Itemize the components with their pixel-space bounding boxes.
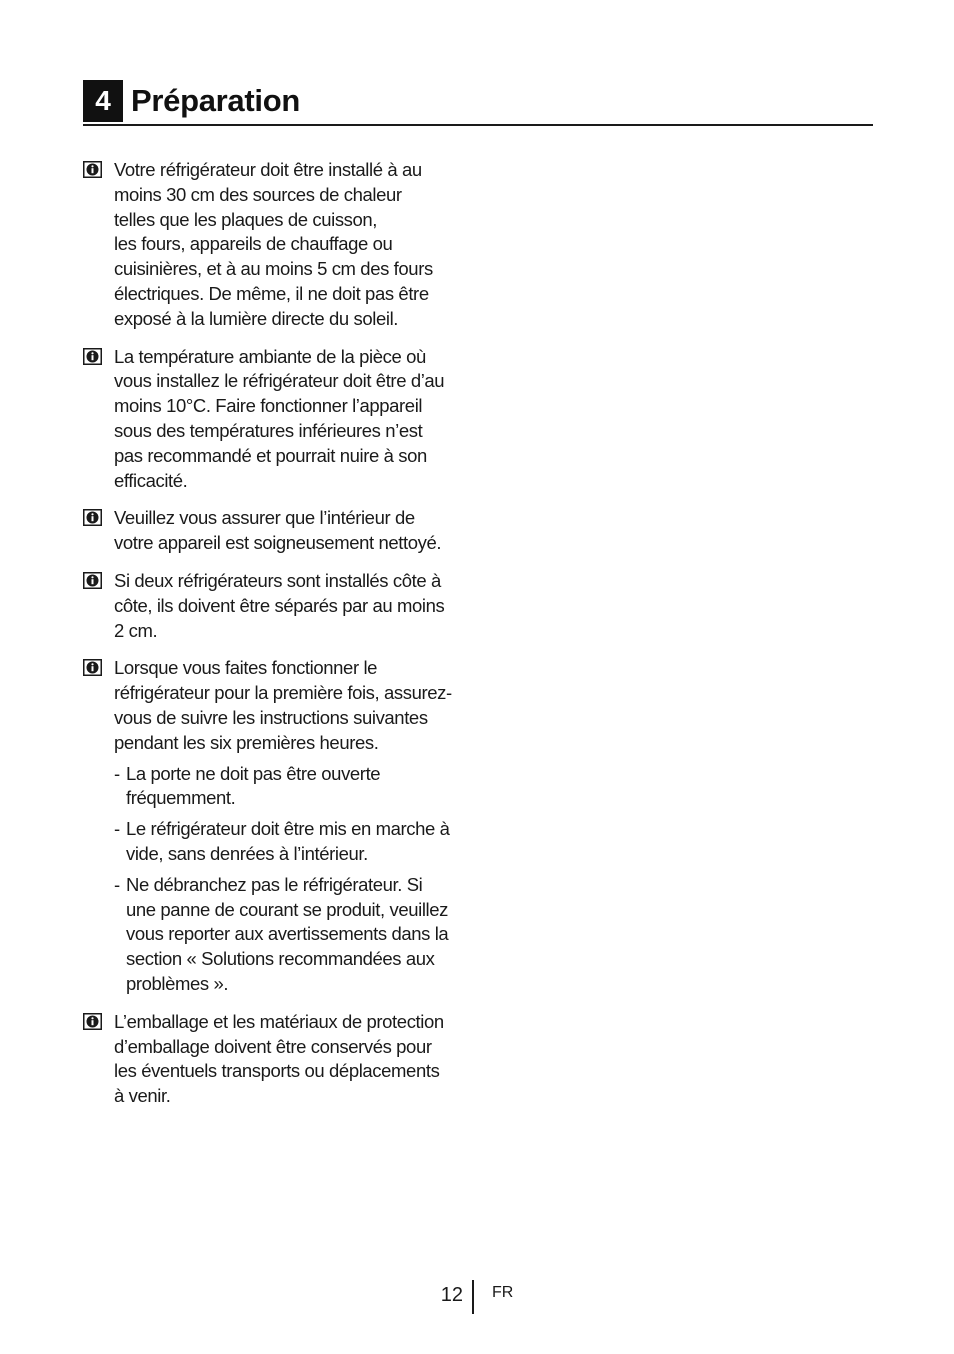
item-text: Si deux réfrigérateurs sont installés côte à côte, ils doivent être séparés par au moins 2 cm. — [114, 569, 445, 641]
sub-item-text: Ne débranchez pas le réfrigérateur. Si une panne de courant se produit, veuillez vous reporter aux avertissements dans la section « Solutions recommandées aux problèmes ». — [126, 873, 449, 994]
sub-list-item — [114, 873, 478, 997]
list-item — [83, 345, 483, 494]
page-title: Préparation — [131, 83, 300, 118]
content-column — [83, 158, 483, 1122]
dash-marker: - — [114, 818, 120, 840]
sub-list-item — [114, 762, 478, 812]
info-icon — [83, 509, 102, 526]
list-item — [83, 506, 483, 556]
sub-list — [114, 762, 483, 997]
footer-divider — [472, 1280, 474, 1314]
info-icon — [83, 348, 102, 365]
info-icon — [83, 161, 102, 178]
list-item — [83, 1010, 483, 1109]
language-code: FR — [492, 1284, 514, 1301]
list-item — [83, 656, 483, 996]
item-text: La température ambiante de la pièce où vous installez le réfrigérateur doit être d’au moins 10°C. Faire fonctionner l’appareil sous des températures inférieures n’est pas recommandé et pourrait nuire à son efficacité. — [114, 345, 445, 491]
section-header — [83, 80, 873, 126]
item-text: Lorsque vous faites fonctionner le réfrigérateur pour la première fois, assurez- vous de suivre les instructions suivantes pendant les six premières heures. — [114, 657, 452, 753]
section-number-badge: 4 — [83, 80, 123, 122]
info-icon — [83, 659, 102, 676]
info-icon — [83, 572, 102, 589]
page-number: 12 — [440, 1284, 463, 1306]
info-icon — [83, 1013, 102, 1030]
page-footer — [0, 1280, 954, 1320]
item-text: Veuillez vous assurer que l’intérieur de votre appareil est soigneusement nettoyé. — [114, 507, 442, 554]
dash-marker: - — [114, 762, 120, 784]
list-item — [83, 569, 483, 643]
item-text: Votre réfrigérateur doit être installé à au moins 30 cm des sources de chaleur telles que les plaques de cuisson, les fours, appareils de chauffage ou cuisinières, et à au moins 5 cm des fours électriques. De même, il ne doit pas être exposé à la lumière directe du soleil. — [114, 159, 433, 329]
sub-list-item — [114, 817, 478, 867]
sub-item-text: Le réfrigérateur doit être mis en marche à vide, sans denrées à l’intérieur. — [126, 818, 450, 864]
list-item — [83, 158, 483, 332]
dash-marker: - — [114, 873, 120, 895]
item-text: L’emballage et les matériaux de protection d’emballage doivent être conservés pour les éventuels transports ou déplacements à venir. — [114, 1010, 444, 1107]
sub-item-text: La porte ne doit pas être ouverte fréquemment. — [126, 762, 381, 809]
